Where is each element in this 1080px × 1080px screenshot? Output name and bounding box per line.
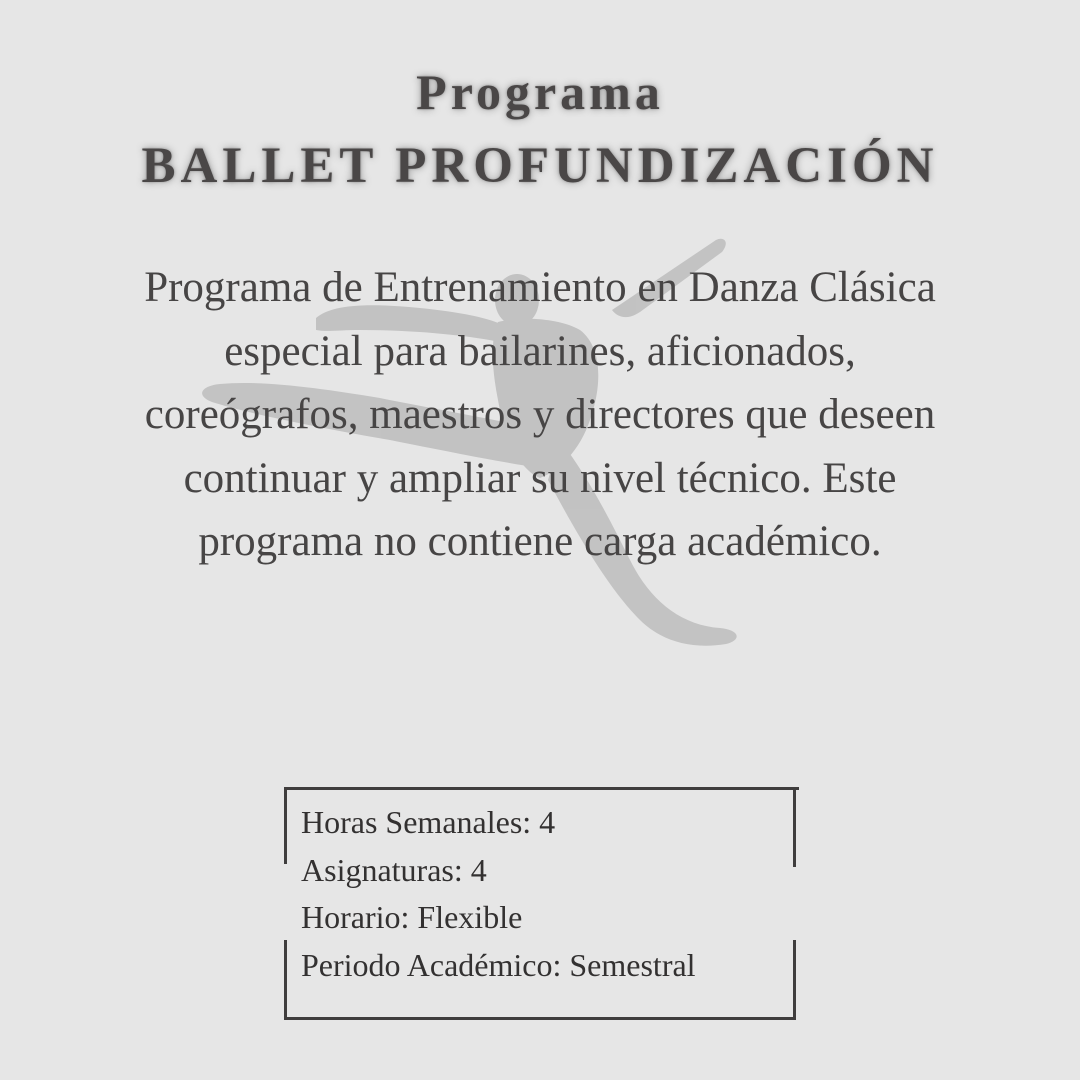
frame-bottom-right-edge — [793, 940, 796, 1020]
description-line: continuar y ampliar su nivel técnico. Este — [183, 454, 897, 502]
program-kicker: Programa — [416, 64, 664, 120]
frame-top-right-edge — [793, 787, 796, 867]
program-details-list — [301, 799, 696, 989]
frame-bottom-left-edge — [284, 940, 287, 1020]
description-line: especial para bailarines, aficionados, — [224, 327, 856, 375]
detail-schedule: Horario: Flexible — [301, 899, 523, 935]
description-line: Programa de Entrenamiento en Danza Clásica — [144, 264, 936, 311]
program-description — [40, 256, 1040, 574]
detail-subjects: Asignaturas: 4 — [301, 851, 487, 888]
program-info-box — [284, 787, 796, 1020]
description-line: programa no contiene carga académico. — [198, 518, 882, 565]
description-line: coreógrafos, maestros y directores que deseen — [144, 391, 936, 438]
detail-weekly-hours: Horas Semanales: 4 — [301, 804, 556, 840]
program-title: BALLET PROFUNDIZACIÓN — [141, 138, 939, 194]
frame-bottom-edge — [284, 1017, 796, 1020]
detail-academic-period: Periodo Académico: Semestral — [301, 946, 696, 983]
